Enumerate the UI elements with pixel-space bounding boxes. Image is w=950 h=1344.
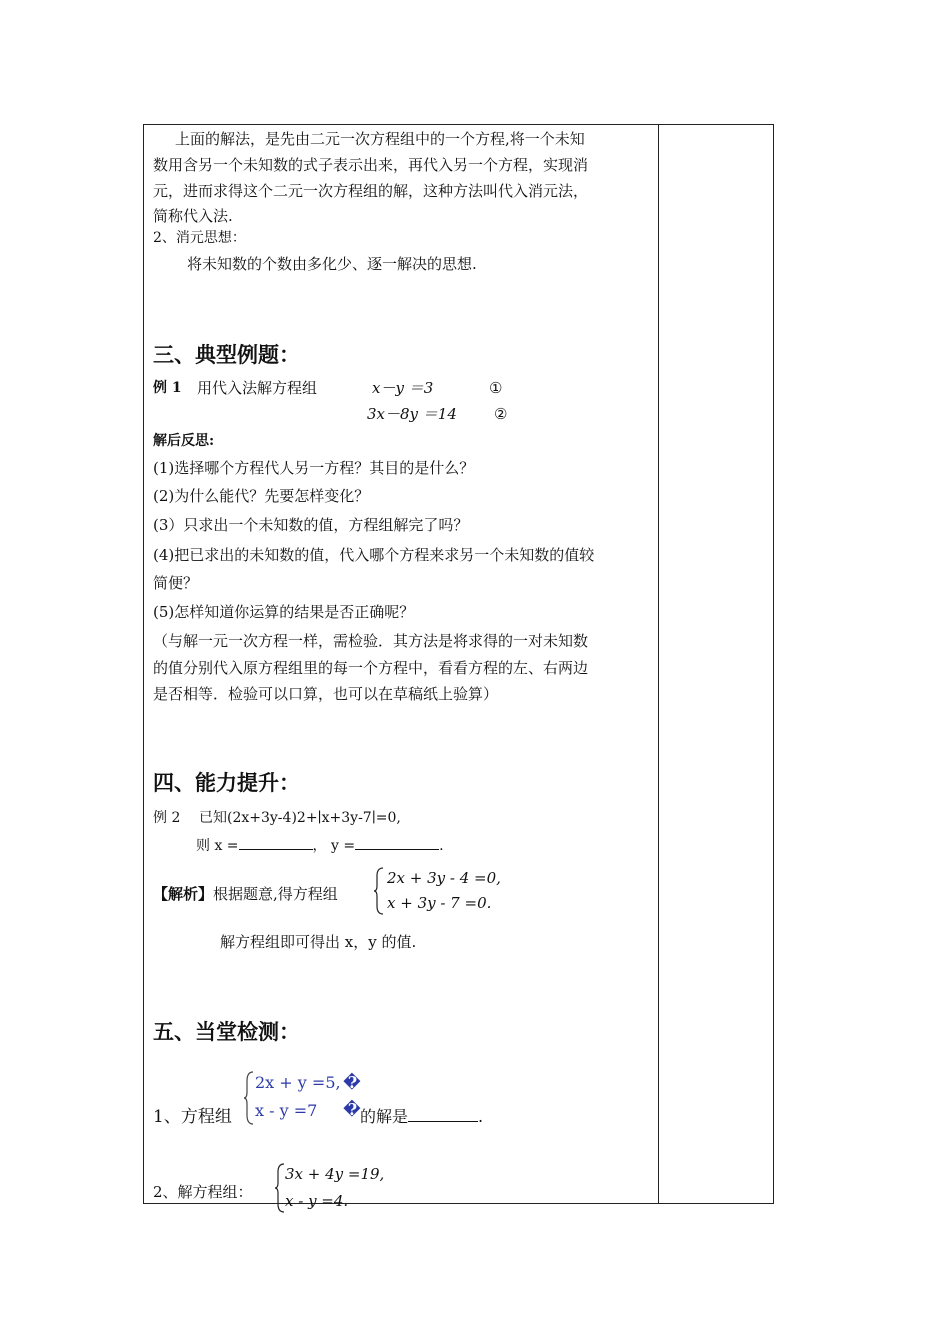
- reflection-question: (5)怎样知道你运算的结果是否正确呢？: [153, 603, 415, 621]
- answer-prompt: 则 x = ， y = .: [196, 835, 444, 856]
- reflection-question: (3）只求出一个未知数的值，方程组解完了吗？: [153, 516, 469, 534]
- equation-2-number: ②: [494, 405, 508, 423]
- idea-title: 2、消元思想：: [153, 230, 246, 246]
- section-heading-examples: 三、典型例题：: [153, 343, 300, 367]
- system-brace-icon: [243, 1070, 255, 1126]
- y-answer-blank[interactable]: [355, 835, 439, 850]
- analysis-label: 【解析】: [153, 885, 214, 903]
- x-answer-blank[interactable]: [239, 835, 313, 850]
- reflection-question: 简便？: [153, 574, 199, 592]
- x-label: 则 x =: [196, 838, 239, 854]
- example-2-label: 例 2: [153, 810, 181, 826]
- intro-line: 数用含另一个未知数的式子表示出来，再代入另一个方程，实现消: [153, 156, 589, 174]
- example-label: 例 1: [153, 380, 182, 396]
- quiz-1-tail: 的解是 .: [360, 1107, 484, 1126]
- analysis: [153, 884, 338, 904]
- reflection-question: (4)把已求出的未知数的值，代入哪个方程来求另一个未知数的值较: [153, 546, 595, 564]
- analysis-conclusion: 解方程组即可得出 x，y 的值.: [220, 933, 417, 951]
- system-equation-2: x + 3y - 7 =0.: [387, 894, 492, 912]
- intro-line: 上面的解法，是先由二元一次方程组中的一个方程,将一个未知: [175, 130, 585, 148]
- y-label: ， y =: [312, 838, 356, 854]
- intro-line: 简称代入法.: [153, 207, 233, 225]
- equation-2: 3x－8y ＝14: [367, 405, 457, 423]
- example-2-text: 已知(2x+3y-4)2+∣x+3y-7∣=0,: [199, 810, 401, 826]
- reflection-title: 解后反思:: [153, 433, 215, 449]
- check-note-line: 的值分别代入原方程组里的每一个方程中，看看方程的左、右两边: [153, 659, 589, 677]
- table-column-divider: [658, 125, 659, 1203]
- quiz-2-equation-2: x - y =4.: [285, 1192, 349, 1210]
- equation-1: x－y ＝3: [372, 379, 434, 397]
- check-note-line: 是否相等．检验可以口算，也可以在草稿纸上验算）: [153, 685, 499, 703]
- section-heading-ability: 四、能力提升：: [153, 771, 300, 795]
- reflection-question: (1)选择哪个方程代人另一方程？其目的是什么？: [153, 459, 475, 477]
- system-equation-1: 2x + 3y - 4 =0,: [387, 869, 501, 887]
- quiz-1-equation-1: 2x + y =5,: [255, 1073, 341, 1092]
- missing-glyph-icon: �: [343, 1100, 361, 1119]
- system-brace-icon: [373, 866, 385, 916]
- example-text: 用代入法解方程组: [197, 379, 318, 397]
- missing-glyph-icon: �: [343, 1073, 361, 1092]
- quiz-2-label: 2、解方程组：: [153, 1183, 253, 1201]
- idea-text: 将未知数的个数由多化少、逐一解决的思想.: [187, 255, 477, 273]
- quiz-1-label: 1、方程组: [153, 1107, 232, 1127]
- reflection-question: (2)为什么能代？先要怎样变化？: [153, 487, 370, 505]
- quiz-1-answer-blank[interactable]: [408, 1107, 478, 1122]
- analysis-text: 根据题意,得方程组: [213, 885, 338, 903]
- equation-1-number: ①: [489, 379, 503, 397]
- check-note-line: （与解一元一次方程一样，需检验．其方法是将求得的一对未知数: [153, 632, 589, 650]
- section-heading-quiz: 五、当堂检测：: [153, 1020, 300, 1044]
- quiz-2-equation-1: 3x + 4y =19,: [285, 1165, 385, 1183]
- quiz-1-equation-2: x - y =7: [255, 1101, 318, 1120]
- intro-line: 元，进而求得这个二元一次方程组的解，这种方法叫代入消元法，: [153, 182, 589, 200]
